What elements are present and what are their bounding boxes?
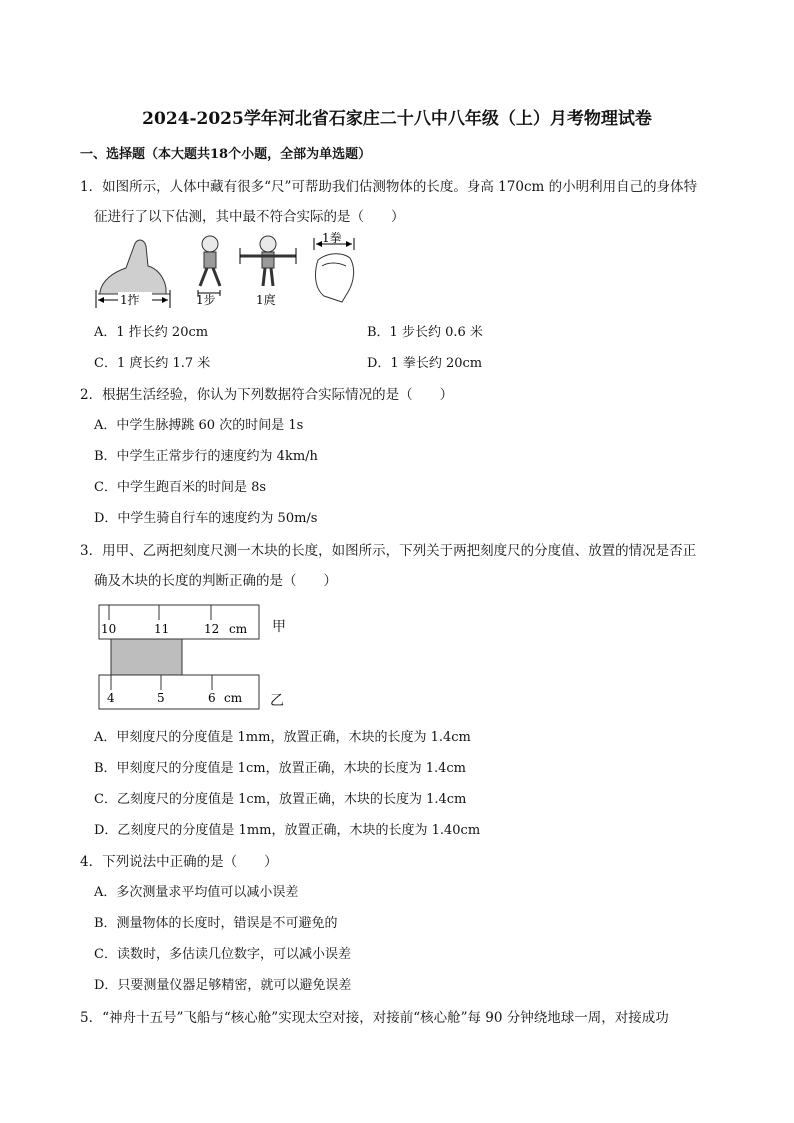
body-measurement-figure bbox=[92, 232, 362, 310]
question-4-option-d: D．只要测量仪器足够精密，就可以避免误差 bbox=[94, 978, 352, 993]
arms-spread-boy-icon bbox=[240, 236, 296, 286]
question-5-line-1: 5．“神舟十五号”飞船与“核心舱”实现太空对接，对接前“核心舱”每 90 分钟绕地球一周，对接成功 bbox=[80, 1010, 669, 1026]
question-1-option-c: C．1 庹长约 1.7 米 bbox=[94, 356, 211, 371]
label-quan: 1拳 bbox=[322, 232, 342, 245]
question-2-line-1: 2．根据生活经验，你认为下列数据符合实际情况的是（ ） bbox=[80, 387, 454, 403]
question-1-line-2: 征进行了以下估测，其中最不符合实际的是（ ） bbox=[94, 209, 405, 225]
question-3-option-b: B．甲刻度尺的分度值是 1cm，放置正确，木块的长度为 1.4cm bbox=[94, 761, 466, 776]
question-1-line-1: 1．如图所示，人体中藏有很多“尺”可帮助我们估测物体的长度。身高 170cm 的小明利用自己的身体特 bbox=[80, 179, 698, 195]
question-3-line-2: 确及木块的长度的判断正确的是（ ） bbox=[94, 573, 337, 589]
question-2-option-d: D．中学生骑自行车的速度约为 50m/s bbox=[94, 511, 318, 526]
ruler-top-tick-3: 12 bbox=[204, 622, 220, 636]
ruler-top-unit: cm bbox=[229, 622, 248, 636]
ruler-top-name: 甲 bbox=[272, 619, 286, 635]
ruler-bottom-name: 乙 bbox=[270, 693, 284, 709]
question-3-line-1: 3．用甲、乙两把刻度尺测一木块的长度，如图所示，下列关于两把刻度尺的分度值、放置的情况是否正 bbox=[80, 543, 697, 559]
hand-span-icon bbox=[98, 240, 170, 294]
ruler-top-tick-1: 10 bbox=[101, 622, 117, 636]
question-3-option-c: C．乙刻度尺的分度值是 1cm，放置正确，木块的长度为 1.4cm bbox=[94, 792, 467, 807]
label-bu: 1步 bbox=[196, 293, 216, 307]
ruler-bottom-tick-2: 5 bbox=[157, 691, 165, 705]
ruler-figure bbox=[96, 600, 296, 712]
fist-icon bbox=[316, 254, 354, 302]
question-1-option-b: B．1 步长约 0.6 米 bbox=[367, 325, 483, 340]
question-1-option-d: D．1 拳长约 20cm bbox=[367, 356, 483, 371]
ruler-top-tick-2: 11 bbox=[154, 622, 170, 636]
question-4-option-a: A．多次测量求平均值可以减小误差 bbox=[94, 885, 299, 900]
question-1-option-a: A．1 拃长约 20cm bbox=[94, 325, 209, 340]
label-zha: 1拃 bbox=[120, 293, 140, 307]
section-heading: 一、选择题（本大题共18个小题，全部为单选题） bbox=[80, 147, 372, 162]
walking-boy-icon bbox=[200, 236, 220, 286]
question-3-option-d: D．乙刻度尺的分度值是 1mm，放置正确，木块的长度为 1.40cm bbox=[94, 823, 481, 838]
question-3-option-a: A．甲刻度尺的分度值是 1mm，放置正确，木块的长度为 1.4cm bbox=[94, 730, 471, 745]
question-2-option-b: B．中学生正常步行的速度约为 4km/h bbox=[94, 449, 318, 464]
label-tuo: 1庹 bbox=[256, 293, 276, 307]
ruler-bottom-tick-3: 6 bbox=[208, 691, 216, 705]
question-2-option-a: A．中学生脉搏跳 60 次的时间是 1s bbox=[94, 418, 304, 433]
question-4-line-1: 4．下列说法中正确的是（ ） bbox=[80, 854, 278, 870]
ruler-bottom-tick-1: 4 bbox=[107, 691, 115, 705]
question-2-option-c: C．中学生跑百米的时间是 8s bbox=[94, 480, 267, 495]
page-title: 2024-2025学年河北省石家庄二十八中八年级（上）月考物理试卷 bbox=[142, 109, 652, 129]
question-4-option-c: C．读数时，多估读几位数字，可以减小误差 bbox=[94, 947, 351, 962]
wooden-block bbox=[111, 639, 182, 675]
question-4-option-b: B．测量物体的长度时，错误是不可避免的 bbox=[94, 916, 338, 931]
ruler-bottom-unit: cm bbox=[224, 691, 243, 705]
